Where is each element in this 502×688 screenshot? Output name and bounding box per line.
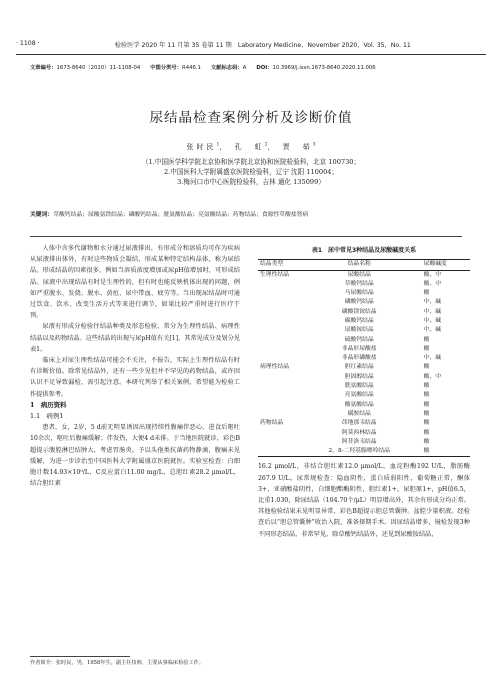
table-cell-type — [258, 280, 309, 289]
table-caption: 表1 尿中常见3种结晶及尿酸碱度关系 — [311, 247, 417, 254]
table-row — [258, 317, 470, 326]
table-cell-name: 碳酸钙结晶 — [344, 317, 374, 324]
intro-paragraph-1: 人体中含多代谢物和水分通过尿液排出，有形成分和溶质均可作为疾病从尿液排出体外，有时这些物质会凝结，形成某种特定结构晶体，称为尿结晶。形成结晶的因素很多，例如当溶质浓度增加或尿pH值增加时，可形成结晶。尿液中出现结晶有时是生理性的，但有时也能反映机体出现的问题，例如严重脱水、发烧、脱水、黄疸、尿中带血、疲劳等。当出现尿结晶时可通过饮食、饮水、改变生活方式等来进行调节，如果比较严重时进行医疗干预。 — [30, 245, 240, 320]
table-cell-ph: 酸 — [423, 364, 430, 371]
case-paragraph: 患者，女，2岁，5 d前无明显诱因出现持续性腹痛伴恶心，进食后呕吐10余次，呕吐后腹痛缓解；伴发热，大便4 d未排。于当地医院就诊，彩色B超提示腹腔淋巴结肿大，考虑胃肠炎。予以头孢类抗菌药物静滴，腹痛未见缓解，为进一步诊治至中国医科大学附属盛京医院就医。实验室检查：白细胞计数14.93×10⁹/L，C反应蛋白11.00 mg/L，总胆红素28.2 μmol/L，结合胆红素 — [30, 424, 240, 488]
table-cell-type: 病理性结晶 — [260, 364, 289, 371]
table-cell-type — [258, 382, 309, 391]
table-cell-type — [258, 326, 309, 335]
table-cell-name: 胆红素结晶 — [344, 364, 374, 371]
affiliation-1: （1.中国医学科学院北京协和医学院北京协和医院检验科，北京 100730； — [141, 158, 361, 166]
table-cell-name: 胱氨酸结晶 — [344, 383, 374, 390]
table-cell-type — [258, 438, 309, 447]
table-cell-name: 磷酸镁铵结晶 — [341, 308, 377, 315]
case-continuation — [258, 461, 470, 539]
table-cell-type — [258, 345, 309, 354]
table-cell-type — [258, 317, 309, 326]
table-cell-ph: 酸 — [423, 401, 430, 408]
article-title: 尿结晶检查案例分析及诊断价值 — [149, 110, 353, 126]
table-cell-ph: 酸 — [423, 448, 430, 455]
subsection-title: 1.1 病例1 — [30, 412, 64, 421]
table-row — [258, 336, 470, 345]
table-cell-ph: 中、碱 — [423, 299, 442, 306]
crystal-table — [258, 259, 470, 457]
table-row — [258, 354, 470, 363]
table-row — [258, 391, 470, 400]
table-cell-type — [258, 401, 309, 410]
article-number: 文章编号：1673-8640（2020）11-1108-04 — [30, 65, 141, 71]
table-cell-type — [258, 298, 309, 307]
table-row — [258, 419, 470, 428]
table-cell-type — [258, 289, 309, 298]
table-cell-type: 药物结晶 — [260, 420, 284, 427]
table-row — [258, 326, 470, 335]
table-row — [258, 429, 470, 438]
table-cell-ph: 酸 — [423, 392, 430, 399]
affiliation-2: 2.中国医科大学附属盛京医院检验科，辽宁 沈阳 110004； — [163, 168, 339, 176]
table-cell-name: 磷酸钙结晶 — [344, 299, 374, 306]
keywords-label: 关键词： — [30, 212, 54, 218]
table-cell-type — [258, 410, 309, 419]
table-cell-type: 生理性结晶 — [260, 271, 289, 278]
author-1: 张时民 — [186, 143, 217, 151]
table-cell-ph: 中、碱 — [423, 327, 442, 334]
table-cell-type — [258, 354, 309, 363]
table-cell-ph: 酸 — [423, 383, 430, 390]
keywords-text: 草酸钙结晶；尿酸氨铁结晶；磷酸钙结晶；胱氨酸结晶；亮氨酸结晶；药物结晶；食源性草酸盐肾病 — [53, 212, 309, 218]
table-cell-name: 尿酸铵结晶 — [344, 327, 374, 334]
table-cell-type — [258, 336, 309, 345]
table-row — [258, 382, 470, 391]
table-row — [258, 410, 470, 419]
running-header — [16, 40, 486, 52]
table-header-row — [258, 260, 470, 270]
table-cell-name: 非晶形磷酸盐 — [341, 355, 377, 362]
table-cell-name: 草酸钙结晶 — [344, 280, 374, 287]
table-cell-name: 非晶形尿酸盐 — [341, 345, 377, 352]
table-cell-name: 尿酸结晶 — [347, 271, 371, 278]
author-footnote: 作者简介：张时民，男，1958年生，副主任技师，主要从事临床检验工作。 — [30, 660, 205, 666]
table-row — [258, 270, 470, 280]
author-3: 贾 茹 — [282, 143, 313, 151]
table-cell-type — [258, 391, 309, 400]
table-row — [258, 298, 470, 307]
table-cell-name: 阿莫西林结晶 — [341, 429, 377, 436]
table-row — [258, 280, 470, 289]
table-cell-ph: 酸、中 — [423, 373, 442, 380]
table-cell-ph: 酸 — [423, 290, 430, 297]
table-cell-ph: 酸、中 — [423, 271, 442, 278]
table-row — [258, 289, 470, 298]
table-cell-ph: 酸 — [423, 429, 430, 436]
left-column — [30, 243, 240, 489]
document-code: 文献标志码：A — [210, 65, 247, 71]
table-row — [258, 438, 470, 447]
table-header-type: 结晶类型 — [260, 261, 284, 268]
table-row — [258, 345, 470, 354]
table-cell-ph: 酸 — [423, 410, 430, 417]
table-cell-name: 胆固醇结晶 — [344, 373, 374, 380]
table-cell-ph: 酸 — [423, 420, 430, 427]
table-cell-ph: 中、碱 — [423, 308, 442, 315]
table-header-ph: 尿酸碱度 — [423, 261, 447, 268]
table-cell-type — [258, 308, 309, 317]
table-cell-type — [258, 447, 309, 457]
article-meta — [30, 63, 478, 71]
keywords — [30, 210, 462, 221]
journal-citation: 检验医学 2020 年 11 月第 35 卷第 11 期 Laboratory Medicine，November 2020，Vol. 35，No. 11 — [114, 42, 411, 49]
table-cell-name: 马尿酸结晶 — [344, 290, 374, 297]
table-row — [258, 363, 470, 372]
table-cell-type — [258, 373, 309, 382]
affiliation-3: 3.梅河口市中心医院检验科，吉林 通化 135099） — [177, 178, 325, 186]
table-cell-name: 阿昔洛韦结晶 — [341, 438, 377, 445]
clc-number: 中图分类号：R446.1 — [150, 65, 201, 71]
table-cell-ph: 中、碱 — [423, 317, 442, 324]
table-row — [258, 373, 470, 382]
intro-paragraph-2: 尿液有形成分检验往结晶种类及形态检验，常分为生理性结晶、病理性结晶以及药物结晶。这些结晶的出现与尿pH值有关[1]，其常见成分及划分见表1。 — [30, 323, 240, 353]
table-cell-name: 磺胺结晶 — [347, 410, 371, 417]
doi: DOI：10.3969/j.issn.1673-8640.2020.11.006 — [256, 65, 376, 71]
page-number: · 1108 · — [16, 40, 40, 47]
table-row — [258, 401, 470, 410]
table-cell-ph: 酸 — [423, 438, 430, 445]
table-cell-name: 硫酸钙结晶 — [344, 336, 374, 343]
table-row — [258, 447, 470, 457]
affiliations — [0, 157, 502, 187]
header-rule — [16, 54, 486, 55]
table-cell-ph: 酸 — [423, 345, 430, 352]
case-paragraph-continued: 16.2 μmol/L，非结合胆红素12.0 μmol/L，血淀粉酶192 U/L，脂肪酶267.9 U/L。尿常规检查：隐血阴性，蛋白质弱阳性，葡萄糖正常，酮体3+，亚硝酸盐阴性，白细胞酯酶阴性，胆红素1+，尿胆原1+，pH值6.5，比重1.030，除尿结晶（104.70个/μL）明显增高外，其余有形成分均正常。其他检验结果未见明显异常，彩色B超提示胆总管囊肿。盆腔少量积液。经检查后以“胆总管囊肿”收治入院，准备择期手术。因尿结晶增多，镜检发现3种不同形态结晶，非常罕见。除草酸钙结晶外，还见到尿酸铵结晶， — [258, 463, 470, 538]
intro-paragraph-3: 临床上对尿生理性结晶可能会不关注，不报告，实际上生理性结晶有时有诊断价值。除常见结晶外，还有一些少见但并不罕见的药物结晶，或许因认识不足导致漏检，需引起注意。本研究列举了相关案例，希望能为检验工作提供参考。 — [30, 357, 240, 398]
author-2: 孔 虹 — [234, 143, 265, 151]
table-cell-name: 2，8-二羟基腺嘌呤结晶 — [328, 448, 390, 455]
right-column — [258, 243, 470, 540]
table-row — [258, 308, 470, 317]
author-list: 张时民$^1$， 孔 虹$^2$， 贾 茹$^3$ — [186, 142, 316, 151]
table-cell-name: 亮氨酸结晶 — [344, 392, 374, 399]
section-title: 1 病历资料 — [30, 400, 67, 409]
table-cell-name: 茚地那韦结晶 — [341, 420, 377, 427]
table-cell-ph: 酸、中 — [423, 280, 442, 287]
table-cell-ph: 中、碱 — [423, 355, 442, 362]
table-header-name: 结晶名称 — [347, 261, 371, 268]
table-cell-type — [258, 429, 309, 438]
table-cell-ph: 酸 — [423, 336, 430, 343]
footnote-rule — [30, 656, 130, 657]
table-cell-name: 酪氨酸结晶 — [344, 401, 374, 408]
abstract-rule — [30, 236, 462, 237]
